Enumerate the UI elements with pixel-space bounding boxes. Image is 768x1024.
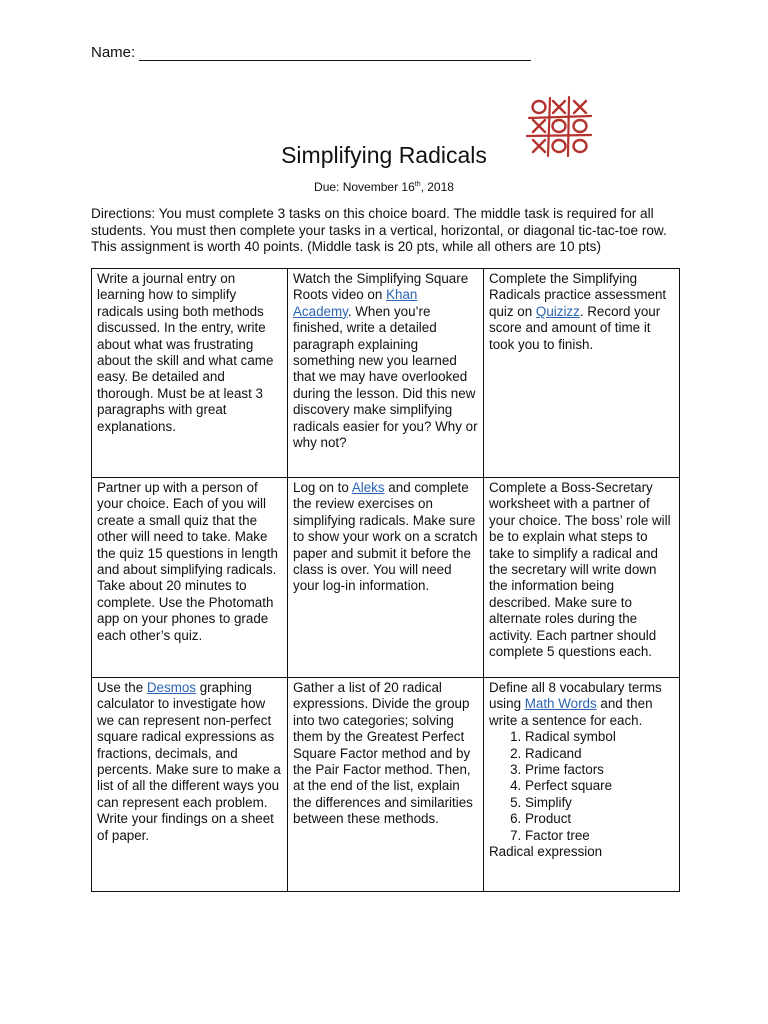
task-boss-secretary: Complete a Boss-Secretary worksheet with a partner of your choice. The boss’ role will be to explain what steps to take to simplify a radical and the secretary will write down the information being described. Make sure to alternate roles during the activity. Each partner should complete 5 questions each. bbox=[484, 478, 680, 678]
directions-text: Directions: You must complete 3 tasks on this choice board. The middle task is required for all students. You must then complete your tasks in a vertical, horizontal, or diagonal tic-tac-toe row. This assignment is worth 40 points. (Middle task is 20 pts, while all others are 10 pts) bbox=[91, 206, 667, 254]
due-date: Due: November 16th, 2018 bbox=[314, 180, 454, 194]
task-desmos: Use the Desmos graphing calculator to investigate how we can represent non-perfect square radical expressions as fractions, decimals, and percents. Make sure to make a list of all the different ways you can represent each problem. Write your findings on a sheet of paper. bbox=[92, 678, 288, 892]
board-row bbox=[92, 269, 680, 478]
page-title: Simplifying Radicals bbox=[281, 142, 487, 168]
list-item: 2. Radicand bbox=[525, 746, 674, 762]
list-item: 4. Perfect square bbox=[525, 778, 674, 794]
task-radical-expressions: Gather a list of 20 radical expressions. Divide the group into two categories; solving them by the Greatest Perfect Square Factor method and by the Pair Factor method. Then, at the end of the list, explain the differences and similarities between these methods. bbox=[288, 678, 484, 892]
khan-academy-link[interactable]: Khan Academy bbox=[293, 287, 418, 319]
list-item: 1. Radical symbol bbox=[525, 729, 674, 745]
list-item: 6. Product bbox=[525, 811, 674, 827]
board-row bbox=[92, 678, 680, 892]
aleks-link[interactable]: Aleks bbox=[351, 480, 385, 495]
name-blank-line[interactable] bbox=[139, 46, 531, 61]
list-item: 3. Prime factors bbox=[525, 762, 674, 778]
desmos-link[interactable]: Desmos bbox=[146, 680, 196, 695]
task-khan-video: Watch the Simplifying Square Roots video on Khan Academy. When you’re finished, write a detailed paragraph explaining something new you learned that we may have overlooked during the lesson. Did this new discovery make simplifying radicals easier for you? Why or why not? bbox=[288, 269, 484, 478]
list-item: 5. Simplify bbox=[525, 795, 674, 811]
board-row bbox=[92, 478, 680, 678]
name-field[interactable] bbox=[91, 44, 531, 61]
vocabulary-last-term: Radical expression bbox=[489, 844, 603, 860]
task-aleks-review: Log on to Aleks and complete the review exercises on simplifying radicals. Make sure to show your work on a scratch paper and submit it before the class is over. You will need your log-in information. bbox=[288, 478, 484, 678]
task-partner-quiz: Partner up with a person of your choice. Each of you will create a small quiz that the other will need to take. Make the quiz 15 questions in length and about simplifying radicals. Take about 20 minutes to complete. Use the Photomath app on your phones to grade each other’s quiz. bbox=[92, 478, 288, 678]
math-words-link[interactable]: Math Words bbox=[524, 696, 597, 712]
name-label: Name: bbox=[91, 44, 136, 61]
choice-board bbox=[91, 268, 680, 892]
task-quizizz-quiz: Complete the Simplifying Radicals practice assessment quiz on Quizizz. Record your score and amount of time it took you to finish. bbox=[484, 269, 680, 478]
task-journal-entry: Write a journal entry on learning how to simplify radicals using both methods discussed. In the entry, write about what was frustrating about the skill and what came easy. Be detailed and thorough. Must be at least 3 paragraphs with great explanations. bbox=[92, 269, 288, 478]
task-vocabulary: Define all 8 vocabulary terms using Math Words and then write a sentence for each. 1. Radical symbol 2. Radicand 3. Prime factors 4. Perfect square 5. Simplify 6. Product 7. Factor tree Radical expression bbox=[484, 678, 680, 892]
vocabulary-list bbox=[489, 729, 674, 844]
quizizz-link[interactable]: Quizizz bbox=[535, 303, 580, 319]
list-item: 7. Factor tree bbox=[525, 828, 674, 844]
